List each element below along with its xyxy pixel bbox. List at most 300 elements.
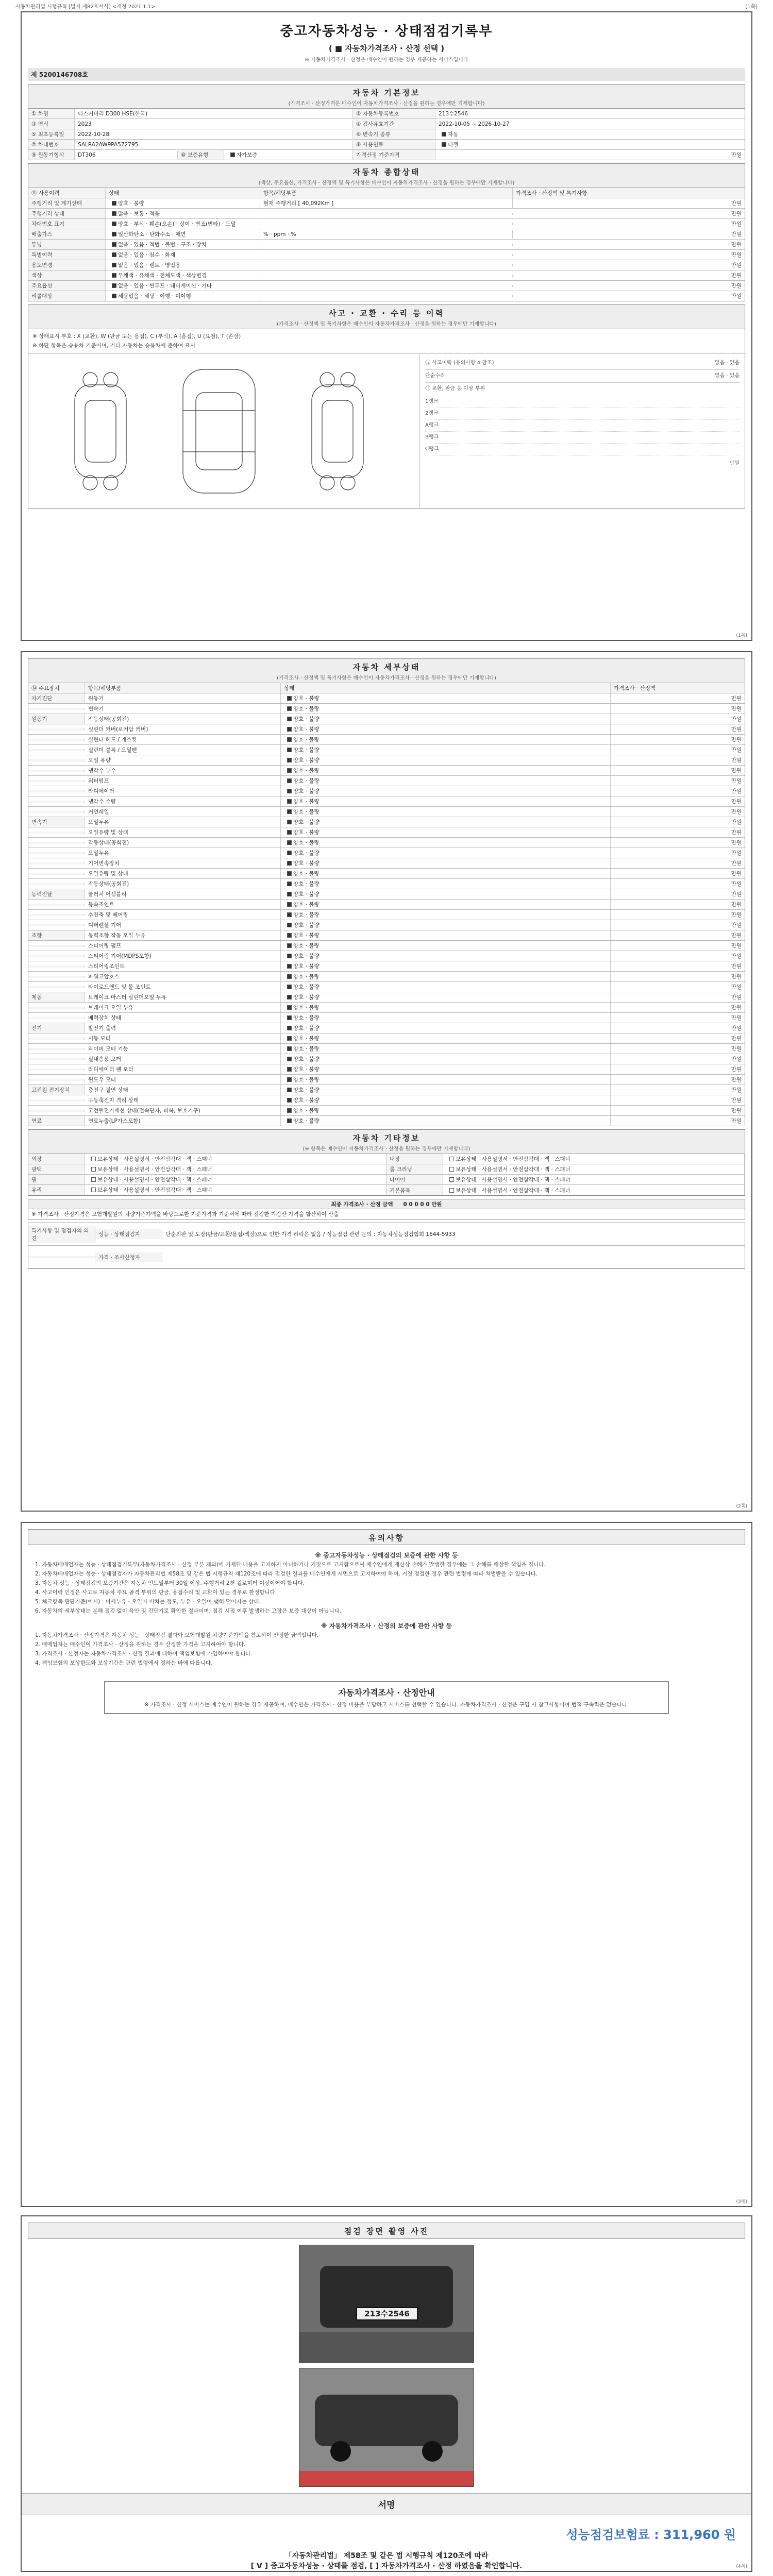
- detail-row: [28, 704, 745, 714]
- checkbox: [287, 696, 292, 701]
- checkbox: [287, 974, 292, 979]
- label: ⑨ 원동기형식: [28, 150, 75, 160]
- page-number: (2쪽): [736, 1504, 747, 1509]
- unit: 만원: [731, 1015, 742, 1021]
- vin: SALRA2AW9PA572795: [75, 141, 353, 149]
- row-label: 용도변경: [28, 260, 106, 270]
- item-label: 발전기 출력: [85, 1023, 281, 1033]
- col-header: 가격조사 · 산정액: [614, 685, 656, 691]
- label: ⑧ 사용연료: [353, 140, 435, 149]
- checkbox: [287, 851, 292, 855]
- notice-paragraph: 1. 자동차매매업자는 성능 · 상태점검기록부(자동차가격조사 · 산정 부분 제외)에 기재된 내용을 고지하지 아니하거나 거짓으로 고지함으로써 매수인에게 재산상 손해가 발생한 경우에는 그 손해를 배상할 책임을 집니다.: [35, 1562, 546, 1568]
- detail-row: [28, 776, 745, 786]
- checkbox: [449, 1157, 454, 1161]
- item-label: 연료누출(LP가스포함): [85, 1116, 281, 1126]
- checkbox: [287, 985, 292, 989]
- item-state: 양호 · 불량: [293, 1025, 320, 1031]
- checkbox: [112, 211, 116, 216]
- group-label: [28, 904, 85, 906]
- item-label: 스티어링 기어(MDPS포함): [85, 951, 281, 961]
- unit: 만원: [731, 200, 742, 207]
- item-state: 양호 · 불량: [293, 974, 320, 980]
- section-title: 자동차 기본정보: [352, 88, 421, 97]
- unit: 만원: [731, 283, 742, 289]
- unit: 만원: [731, 1005, 742, 1011]
- row-label: 튜닝: [28, 240, 106, 249]
- item-state: 양호 · 불량: [293, 819, 320, 825]
- item-state: 양호 · 불량: [293, 902, 320, 908]
- section-note: (색상, 주요옵션, 가격조사 · 산정액 및 특기사항은 매수인이 자동차가격조사 · 산정을 원하는 경우에만 기재합니다): [258, 180, 515, 186]
- checkbox: [287, 809, 292, 814]
- unit: 만원: [731, 231, 742, 238]
- detail-row: [28, 807, 745, 817]
- item-state: 양호 · 불량: [293, 850, 320, 856]
- overall-row: [28, 291, 745, 301]
- detail-row: [28, 745, 745, 755]
- group-label: [28, 1048, 85, 1050]
- item-label: 냉각수 누수: [85, 766, 281, 775]
- item-state: 양호 · 불량: [293, 953, 320, 959]
- label: 특기사항 및 점검자의 의견: [28, 1226, 95, 1243]
- signature-header: 서명: [22, 2493, 751, 2515]
- checkbox: [287, 820, 292, 824]
- notice-paragraph: 6. 자동차의 세부상태는 분해 점검 없이 육안 및 진단기로 확인한 결과이며, 점검 시점 이후 발생하는 고장은 보증 대상이 아닙니다.: [35, 1608, 342, 1614]
- row-extra: [260, 295, 513, 297]
- detail-row: [28, 879, 745, 889]
- unit: 만원: [731, 726, 742, 733]
- checkbox: [449, 1177, 454, 1182]
- item-state: 양호 · 불량: [293, 809, 320, 815]
- item-state: 양호 · 불량: [293, 860, 320, 867]
- checkbox: [112, 232, 116, 236]
- group-label: [28, 832, 85, 834]
- unit: 만원: [729, 461, 740, 466]
- checkbox: [287, 861, 292, 866]
- unit: 만원: [731, 902, 742, 908]
- etc-options: 보유상태 · 사용설명서 · 안전삼각대 · 잭 · 스패너: [97, 1177, 212, 1183]
- row-extra: [260, 223, 513, 225]
- etc-options: 보유상태 · 사용설명서 · 안전삼각대 · 잭 · 스패너: [456, 1156, 570, 1162]
- row-value: 없음 · 있음 · 렌트 · 영업용: [118, 262, 181, 268]
- page-2: [21, 651, 752, 1512]
- notice-paragraph: 4. 책임보험의 보상한도와 보상기간은 관련 법령에서 정하는 바에 따릅니다.: [35, 1660, 213, 1666]
- group-label: 고전원 전기장치: [28, 1085, 85, 1095]
- motor-type: DT306: [75, 151, 178, 159]
- checkbox: [442, 132, 446, 137]
- final-price-title: 최종 가격조사 · 산정 금액: [331, 1201, 393, 1208]
- item-state: 양호 · 불량: [293, 1118, 320, 1124]
- detail-row: [28, 766, 745, 776]
- item-state: 양호 · 불량: [293, 891, 320, 897]
- detail-row: [28, 838, 745, 848]
- item-label: 오일누유: [85, 848, 281, 858]
- etc-row: [28, 1185, 386, 1195]
- final-price-value: 0 0 0 0 0 만원: [403, 1201, 442, 1208]
- unit: 만원: [731, 963, 742, 970]
- checkbox: [112, 263, 116, 267]
- car-diagram: [28, 354, 420, 509]
- item-state: 양호 · 불량: [293, 994, 320, 1001]
- item-label: 시동 모터: [85, 1033, 281, 1043]
- item-label: 디퍼렌셜 기어: [85, 920, 281, 930]
- subheading: ※ 자동차가격조사 · 산정의 보증에 관한 사항 등: [321, 1622, 452, 1630]
- checkbox: [287, 1005, 292, 1010]
- item-state: 양호 · 불량: [293, 943, 320, 949]
- checkbox: [287, 1098, 292, 1103]
- etc-options: 보유상태 · 사용설명서 · 안전삼각대 · 잭 · 스패너: [97, 1187, 212, 1193]
- unit: 만원: [731, 252, 742, 258]
- checkbox: [287, 1036, 292, 1041]
- checkbox: [287, 1057, 292, 1061]
- damage-legend: [420, 354, 745, 509]
- item-state: 양호 · 불량: [293, 963, 320, 970]
- group-label: [28, 1058, 85, 1060]
- checkbox: [287, 933, 292, 938]
- detail-row: [28, 961, 745, 972]
- item-state: 양호 · 불량: [293, 881, 320, 887]
- etc-row: [28, 1154, 386, 1164]
- detail-row: [28, 1075, 745, 1085]
- rank-label: 1랭크: [425, 399, 439, 404]
- license-plate: 213수2546: [356, 2307, 418, 2320]
- unit: 만원: [731, 933, 742, 939]
- rank-row: [425, 420, 740, 432]
- col-header: 가격조사 · 산정액 및 특기사항: [516, 190, 587, 196]
- detail-row: [28, 1106, 745, 1116]
- row-label: 차대번호 표기: [28, 219, 106, 229]
- unit: 만원: [731, 1108, 742, 1114]
- item-state: 양호 · 불량: [293, 871, 320, 877]
- checkbox: [287, 1026, 292, 1030]
- detail-row: [28, 910, 745, 920]
- unit: 만원: [731, 860, 742, 867]
- etc-label: 유리: [28, 1185, 85, 1195]
- page-number: (4쪽): [736, 2564, 747, 2569]
- label: ③ 연식: [28, 119, 75, 129]
- group-label: 변속기: [28, 817, 85, 827]
- group-label: [28, 1079, 85, 1081]
- group-label: [28, 976, 85, 978]
- unit: 만원: [731, 778, 742, 784]
- checkbox: [112, 222, 116, 226]
- item-state: 양호 · 불량: [293, 1056, 320, 1062]
- item-state: 양호 · 불량: [293, 1108, 320, 1114]
- unit: 만원: [731, 1056, 742, 1062]
- group-label: 동력전달: [28, 889, 85, 899]
- row-extra: % · ppm · %: [260, 230, 513, 239]
- checkbox: [287, 892, 292, 896]
- row-value: 무채색 · 유채색 · 전체도색 · 색상변경: [118, 273, 207, 279]
- group-label: [28, 749, 85, 751]
- page-number: (1쪽): [736, 633, 747, 638]
- group-label: [28, 739, 85, 741]
- unit: 만원: [731, 881, 742, 887]
- row-value: 양호 · 불량: [118, 200, 144, 207]
- unit: 만원: [731, 293, 742, 299]
- detail-row: [28, 1064, 745, 1075]
- notice-paragraph: 5. 체크항목 판단기준(예시) : 미세누유 - 오일이 비치는 정도, 누유 - 오일이 맺혀 떨어지는 상태.: [35, 1599, 261, 1605]
- unit: 만원: [731, 1118, 742, 1124]
- row-extra: [260, 275, 513, 277]
- rank-row: [425, 396, 740, 408]
- checkbox: [287, 1077, 292, 1082]
- group-label: [28, 811, 85, 813]
- item-label: 타이로드엔드 및 볼 조인트: [85, 982, 281, 992]
- detail-row: [28, 1044, 745, 1054]
- row-label: 특별이력: [28, 250, 106, 260]
- rank-label: A랭크: [425, 422, 439, 428]
- transmission: 자동: [448, 131, 459, 138]
- group-label: [28, 801, 85, 803]
- item-state: 양호 · 불량: [293, 737, 320, 743]
- checkbox: [287, 778, 292, 783]
- item-label: 파워고압호스: [85, 972, 281, 981]
- row-label: 리콜대상: [28, 291, 106, 301]
- detail-row: [28, 920, 745, 930]
- checkbox: [287, 768, 292, 773]
- notice-paragraph: 2. 자동차매매업자는 성능 · 상태점검자가 자동차관리법 제58조 및 같은 법 시행규칙 제120조에 따라 점검한 결과를 매수인에게 서면으로 고지하여야 하며, 거짓 점검한 경우 관련 법령에 따라 처벌받을 수 있습니다.: [35, 1571, 538, 1577]
- col-header: ⑭ 주요장치: [28, 683, 85, 693]
- checkbox: [287, 882, 292, 886]
- page-4: [21, 2215, 752, 2572]
- unit: 만원: [731, 273, 742, 279]
- detail-row: [28, 1116, 745, 1126]
- item-label: 브레이크 마스터 실린더오일 누유: [85, 992, 281, 1002]
- unit: 만원: [731, 1046, 742, 1052]
- notice-paragraph: 3. 자동차 성능 · 상태점검의 보증기간은 자동차 인도일부터 30일 이상, 주행거리 2천 킬로미터 이상이어야 합니다.: [35, 1580, 305, 1586]
- notice-box: [104, 1681, 669, 1714]
- detail-row: [28, 900, 745, 910]
- label: ⑥ 변속기 종류: [353, 129, 435, 139]
- item-state: 양호 · 불량: [293, 1097, 320, 1104]
- rank-row: [425, 408, 740, 420]
- item-state: 양호 · 불량: [293, 696, 320, 702]
- item-label: 배력장치 상태: [85, 1013, 281, 1023]
- unit: 만원: [731, 799, 742, 805]
- section-title: 자동차 기타정보: [352, 1133, 421, 1143]
- inspector-opinion: 단순외판 및 도장(판금/교환/용접/색상)으로 인한 가격 하락은 없음 / 성능점검 관련 문의 : 자동차성능점검협회 1644-5933: [165, 1231, 456, 1238]
- detail-row: [28, 693, 745, 704]
- checkbox: [287, 1015, 292, 1020]
- etc-row: [386, 1154, 745, 1164]
- accident-section: [28, 304, 745, 509]
- detail-row: [28, 982, 745, 992]
- footer-line: [ V ] 중고자동차성능 · 상태를 점검, [ ] 자동차가격조사 · 산정 하였음을 확인합니다.: [250, 2562, 523, 2570]
- item-state: 양호 · 불량: [293, 726, 320, 733]
- group-label: 연료: [28, 1116, 85, 1126]
- item-state: 양호 · 불량: [293, 768, 320, 774]
- unit: 만원: [731, 994, 742, 1001]
- checkbox: [287, 789, 292, 793]
- detail-row: [28, 724, 745, 735]
- section-note: (가격조사 · 산정액 및 특기사항은 매수인이 자동차가격조사 · 산정을 원하는 경우에만 기재합니다): [277, 321, 496, 327]
- col-header: 항목/해당부품: [85, 683, 281, 693]
- row-value: 없음 · 있음 · 침수 · 화재: [118, 252, 176, 258]
- etc-row: [28, 1164, 386, 1175]
- unit: 만원: [731, 242, 742, 248]
- checkbox: [287, 830, 292, 835]
- group-label: [28, 883, 85, 885]
- unit: 만원: [731, 788, 742, 794]
- checkbox: [287, 1108, 292, 1113]
- record-number: 제 5200146708호: [28, 68, 745, 81]
- fuel-type: 디젤: [448, 142, 459, 148]
- row-extra: [260, 213, 513, 215]
- item-label: 와이퍼 모터 기능: [85, 1044, 281, 1054]
- item-state: 양호 · 불량: [293, 1036, 320, 1042]
- first-reg-date: 2022-10-28: [75, 130, 353, 139]
- row-extra: [260, 285, 513, 287]
- group-label: [28, 1038, 85, 1040]
- etc-options: 보유상태 · 사용설명서 · 안전삼각대 · 잭 · 스패너: [97, 1156, 212, 1162]
- label: 단순수리: [425, 373, 445, 379]
- item-state: 양호 · 불량: [293, 922, 320, 928]
- subheading: ※ 중고자동차성능 · 상태점검의 보증에 관한 사항 등: [315, 1552, 458, 1559]
- detail-section: [28, 658, 745, 1126]
- page-number: (3쪽): [736, 2199, 747, 2205]
- label: ⑫ 사고이력 (유의사항 4 참조): [425, 360, 494, 366]
- item-label: 실내송풍 모터: [85, 1054, 281, 1064]
- group-label: [28, 924, 85, 926]
- unit: 만원: [731, 1087, 742, 1093]
- checkbox: [230, 152, 235, 157]
- label: ⑤ 최초등록일: [28, 129, 75, 139]
- row-value: 많음 · 보통 · 적음: [118, 211, 160, 217]
- label: ① 차명: [28, 109, 75, 118]
- group-label: [28, 790, 85, 792]
- group-label: [28, 1017, 85, 1019]
- checkbox: [112, 201, 116, 206]
- checkbox: [287, 748, 292, 752]
- rank-label: 2랭크: [425, 411, 439, 416]
- etc-label: 타이어: [386, 1175, 443, 1184]
- etc-label: 룸 크리닝: [386, 1164, 443, 1174]
- car-name: 디스커버리 D300 HSE(한국): [75, 109, 353, 118]
- item-label: 작동상태(공회전): [85, 879, 281, 889]
- form-header: 자동차관리법 시행규칙 [별지 제82호서식] <개정 2021.1.1>: [15, 4, 156, 10]
- detail-row: [28, 992, 745, 1003]
- rank-label: C랭크: [425, 446, 439, 452]
- group-label: [28, 728, 85, 731]
- item-label: 구동축전지 격리 상태: [85, 1095, 281, 1105]
- detail-row: [28, 889, 745, 900]
- checkbox: [287, 737, 292, 742]
- rank-row: [425, 444, 740, 455]
- section-note: (가격조사 · 산정액 및 특기사항은 매수인이 자동차가격조사 · 산정을 원하는 경우에만 기재합니다): [277, 675, 496, 681]
- etc-options: 보유상태 · 사용설명서 · 안전삼각대 · 잭 · 스패너: [97, 1166, 212, 1173]
- final-price-note: ※ 가격조사 · 산정가격은 보험개발원의 차량기준가액을 바탕으로한 기준가격과 기준서에 따라 점검한 가감산 가격을 합산하여 산출: [31, 1211, 339, 1217]
- group-label: 원동기: [28, 714, 85, 724]
- unit: 만원: [731, 912, 742, 918]
- item-label: 오일누유: [85, 817, 281, 827]
- row-extra: [260, 244, 513, 246]
- item-state: 양호 · 불량: [293, 788, 320, 794]
- notice-title: 자동차가격조사 · 산정안내: [338, 1688, 435, 1698]
- item-label: 작동상태(공회전): [85, 838, 281, 848]
- unit: 만원: [731, 747, 742, 753]
- item-label: 윈도우 모터: [85, 1075, 281, 1084]
- etc-row: [386, 1164, 745, 1175]
- notice-paragraph: 4. 사고이력 인정은 사고로 자동차 주요 골격 부위의 판금, 용접수리 및 교환이 있는 경우로 한정합니다.: [35, 1589, 277, 1596]
- item-label: 라디에이터: [85, 786, 281, 796]
- unit: 만원: [731, 221, 742, 227]
- group-label: [28, 852, 85, 854]
- unit: 만원: [731, 809, 742, 815]
- overall-section: [28, 163, 745, 301]
- section-title: 점검 장면 촬영 사진: [344, 2227, 429, 2236]
- col-header: ⑪ 사용이력: [28, 188, 106, 198]
- item-label: 기어변속장치: [85, 858, 281, 868]
- group-label: [28, 873, 85, 875]
- checkbox: [287, 871, 292, 876]
- notice-text: ※ 가격조사 · 산정 서비스는 매수인이 원하는 경우 제공하며, 매수인은 가격조사 · 산정 비용을 부담하고 서비스를 선택할 수 있습니다. 자동차가격조사 · 산정은 구입 시 참고사항이며 법적 구속력은 없습니다.: [144, 1702, 629, 1708]
- detail-row: [28, 827, 745, 838]
- item-label: 실린더 블록 / 오일팬: [85, 745, 281, 755]
- notice-paragraph: 3. 가격조사 · 산정자는 자동차가격조사 · 산정 결과에 대하여 책임보험에 가입하여야 합니다.: [35, 1651, 253, 1657]
- etc-label: 광택: [28, 1164, 85, 1174]
- unit: 만원: [731, 737, 742, 743]
- unit: 만원: [731, 953, 742, 959]
- etc-label: 휠: [28, 1175, 85, 1184]
- basic-info-section: [28, 84, 745, 160]
- overall-row: [28, 240, 745, 250]
- row-extra: 현재 주행거리 [ 40,092Km ]: [260, 198, 513, 208]
- unit: 만원: [731, 1036, 742, 1042]
- item-state: 양호 · 불량: [293, 1077, 320, 1083]
- checkbox: [287, 964, 292, 969]
- item-label: 냉각수 수량: [85, 796, 281, 806]
- row-label: 주행거리 상태: [28, 209, 106, 218]
- etc-label: 외장: [28, 1154, 85, 1164]
- etc-section: [28, 1129, 745, 1196]
- group-label: 자기진단: [28, 693, 85, 703]
- final-price-section: [28, 1199, 745, 1219]
- label: ② 자동차등록번호: [353, 109, 435, 118]
- checkbox: [287, 943, 292, 948]
- item-label: 실린더 커버(로커암 커버): [85, 724, 281, 734]
- group-label: [28, 1069, 85, 1071]
- checkbox: [287, 1067, 292, 1072]
- unit: 만원: [731, 891, 742, 897]
- label: 가격산정 기준가격: [353, 150, 435, 160]
- checkbox: [287, 706, 292, 711]
- item-label: 고전원전기배선 상태(접속단자, 피복, 보호기구): [85, 1106, 281, 1115]
- page-subtitle: ( ■ 자동차가격조사 · 산정 선택 ): [328, 44, 445, 53]
- row-label: 주요옵션: [28, 281, 106, 291]
- checkbox: [449, 1188, 454, 1193]
- col-header: 상태: [281, 683, 611, 693]
- group-label: [28, 1007, 85, 1009]
- unit: 만원: [731, 1077, 742, 1083]
- group-label: [28, 986, 85, 988]
- notice-paragraph: 1. 자동차가격조사 · 산정가격은 자동차 성능 · 상태점검 결과와 보험개발원 차량기준가액을 참고하여 산정한 금액입니다.: [35, 1632, 319, 1638]
- overall-row: [28, 229, 745, 240]
- checkbox: [91, 1177, 96, 1182]
- checkbox: [287, 923, 292, 927]
- group-label: [28, 780, 85, 782]
- unit: 만원: [731, 768, 742, 774]
- checkbox: [287, 1046, 292, 1051]
- item-label: 등속조인트: [85, 900, 281, 909]
- unit: 만원: [731, 974, 742, 980]
- item-state: 양호 · 불량: [293, 706, 320, 712]
- row-value: 해당없음 · 해당 · 이행 · 미이행: [118, 293, 191, 299]
- unit: 만원: [731, 1097, 742, 1104]
- notice-paragraph: 2. 매매업자는 매수인이 가격조사 · 산정을 원하는 경우 산정한 가격을 고지하여야 합니다.: [35, 1641, 246, 1648]
- item-label: 클러치 어셈블리: [85, 889, 281, 899]
- group-label: [28, 842, 85, 844]
- group-label: [28, 708, 85, 710]
